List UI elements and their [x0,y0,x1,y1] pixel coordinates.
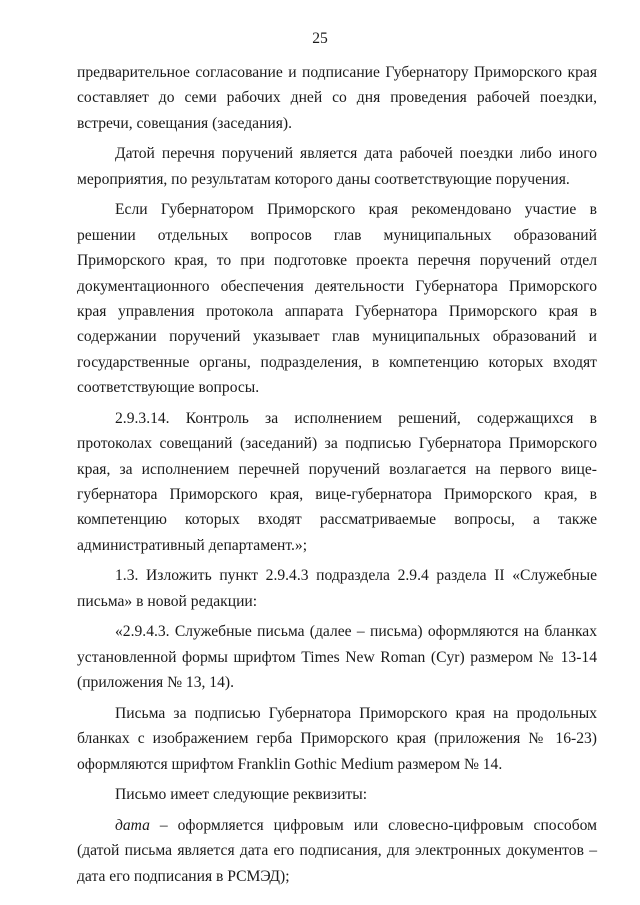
paragraph-9 [77,813,597,889]
paragraph-1: предварительное согласование и подписание Губернатору Приморского края составляет до семи рабочих дней со дня проведения рабочей поездки, встречи, совещания (заседания). [77,64,597,132]
paragraph-3: Если Губернатором Приморского края рекомендовано участие в решении отдельных вопросов глав муниципальных образований Приморского края, то при подготовке проекта перечня поручений отдел документационного обеспечения деятельности Губернатора Приморского края управления протокола аппарата Губернатора Приморского края в содержании поручений указывает глав муниципальных образований и государственные органы, подразделения, в компетенцию которых входят соответствующие вопросы. [77,201,597,397]
paragraph-6: «2.9.4.3. Служебные письма (далее – письма) оформляются на бланках установленной формы шрифтом Times New Roman (Cyr) размером № 13-14 (приложения № 13, 14). [77,623,597,692]
paragraph-4: 2.9.3.14. Контроль за исполнением решений, содержащихся в протоколах совещаний (заседаний) за подписью Губернатора Приморского края, за исполнением перечней поручений возлагается на первого вице-губернатора Приморского края, вице-губернатора Приморского края, в компетенцию которых входят рассматриваемые вопросы, а также административный департамент.»; [77,409,597,554]
term-date: дата [115,816,150,834]
paragraph-7: Письма за подписью Губернатора Приморского края на продольных бланках с изображением герба Приморского края (приложения № 16-23) оформляются шрифтом Franklin Gothic Medium размером № 14. [77,704,597,773]
term-date-description: – оформляется цифровым или словесно-цифровым способом (датой письма является дата его подписания, для электронных документов – дата его подписания в РСМЭД); [77,816,597,885]
paragraph-5: 1.3. Изложить пункт 2.9.4.3 подраздела 2.9.4 раздела II «Служебные письма» в новой редакции: [77,567,597,610]
page-number: 25 [312,30,328,47]
document-body [77,60,597,889]
paragraph-8: Письмо имеет следующие реквизиты: [115,786,368,804]
paragraph-2: Датой перечня поручений является дата рабочей поездки либо иного мероприятия, по результатам которого даны соответствующие поручения. [77,145,597,188]
